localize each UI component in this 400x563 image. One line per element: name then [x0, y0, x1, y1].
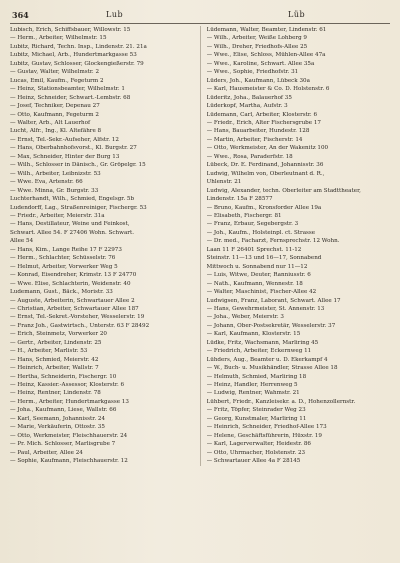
directory-entry: Uhlenstr. 21 [206, 179, 242, 186]
directory-entry: — Otto, Werkmeister, Fleischhauerstr. 24 [10, 432, 128, 439]
directory-entry: — Georg, Kunstmaler, Marliring 11 [206, 415, 307, 422]
directory-entry: — Wwe., Elise, Schloss, Mühlen-Allee 47a [206, 52, 326, 59]
directory-entry: — Max, Schneider, Hinter der Burg 13 [10, 153, 120, 160]
directory-entry: — W., Buch- u. Musikhändler, Strasse Allee 18 [206, 365, 338, 372]
directory-entry: — Hans, Gewehrmeister, St. Annenstr. 13 [206, 305, 325, 312]
header-rule [10, 23, 390, 24]
directory-entry: Ludwigsen, Franz, Laborant, Schwart. Allee 17 [206, 297, 341, 304]
directory-entry: Lüderkopf, Martha, Aufstr. 3 [206, 103, 288, 110]
directory-entry: — Hans, Bauarbeiter, Hundestr. 128 [206, 128, 310, 135]
directory-entry: — Nath., Kaufmann, Wennestr. 18 [206, 280, 303, 287]
directory-entry: Lubisch, Erich, Schiffsbauer, Willowstr. 15 [10, 27, 131, 33]
directory-entry: — Christian, Arbeiter, Schwartauer Allee 187 [10, 305, 139, 312]
directory-entry: Lubitz, Richard, Techn. Insp., Lindenstr. 21. 21a [10, 43, 147, 50]
directory-entry: — Karl, Seemann, Johannisstr. 24 [10, 415, 106, 422]
directory-entry: Lüders, Joh., Kaufmann, Lübeck 30a [206, 77, 310, 84]
directory-entry: Lüdemann, Carl, Arbeiter, Klosterstr. 6 [206, 111, 318, 118]
directory-entry: Lühders, Aug., Beamter u. D. Ekerkampf 4 [206, 356, 328, 363]
directory-entry: — Karl, Lagerverwalter, Heidestr. 86 [206, 441, 311, 448]
directory-entry: — Heinz, Stationsbeamter, Wilhelmstr. 1 [10, 86, 125, 93]
directory-entry: Lüderitz, Joha., Balauerhof 35 [206, 94, 292, 101]
directory-entry: — Friedr., Erich, Alter Fischersgrube 17 [206, 119, 321, 126]
directory-entry: — Gertr., Arbeiter, Lindenstr. 25 [10, 339, 102, 346]
directory-entry: — Karl, Hausmeister & Co. D. Holstenstr. 6 [206, 86, 330, 93]
right-column [207, 26, 391, 466]
directory-entry: Lüdke, Fritz, Wachsmann, Marliring 45 [206, 339, 319, 346]
left-column [10, 26, 194, 466]
directory-entry: — Luis, Witwe, Deuter, Ranniusstr. 6 [206, 272, 311, 279]
directory-entry: — Heinz, Handler, Herrenweg 5 [206, 382, 298, 389]
directory-entry: — Heinz, Schneider, Schwart.-Lembstr. 68 [10, 94, 131, 101]
directory-entry: — Joha., Weber, Meierstr. 3 [206, 314, 284, 321]
directory-entry: — Heinz, Kassier.-Assessor, Klosterstr. 6 [10, 382, 125, 389]
directory-entry: — Gustav, Walter, Wilhelmstr. 2 [10, 69, 100, 76]
directory-entry: Lucas, Emil, Kaufm., Fegeturm 2 [10, 77, 104, 84]
directory-entry: Lübeck, Dr. E. Ferdinand, Johannisstr. 36 [206, 162, 324, 169]
directory-entry: — Joha., Kaufmann, Liese, Wallstr. 66 [10, 407, 117, 414]
directory-entry: — Wwe. Minna, Gr. Burgstr. 33 [10, 187, 99, 194]
directory-entry: — Fritz, Töpfer, Steinrader Weg 23 [206, 407, 306, 414]
directory-entry: — Hans, Kim., Lange Reihe 17 F 22973 [10, 246, 122, 253]
directory-entry: — Wilh., Dreher, Friedhofs-Allee 25 [206, 43, 308, 50]
directory-entry: — Ernst, Tel.-Sekret.-Vorsteher, Wesselerstr. 19 [10, 314, 145, 321]
column-divider [200, 26, 201, 466]
directory-entry: Lubitz, Michael, Arb., Hundertmarkgasse 53 [10, 52, 137, 59]
directory-entry: Steinstr. 11—13 und 16—17, Sonnabend [206, 255, 322, 262]
directory-entry: — Sophie, Kaufmann, Fleischhauerstr. 12 [10, 458, 128, 465]
directory-entry: — Friedrich, Arbeiter, Eckernweg 11 [206, 348, 312, 355]
directory-entry: — Auguste, Arbeiterin, Schwartauer Allee 2 [10, 297, 135, 304]
directory-entry: — Johann, Ober-Postsekretär, Wesselerstr. 37 [206, 322, 336, 329]
directory-entry: — Wwe., Rosa, Paraderfstr. 18 [206, 153, 293, 160]
directory-entry: Ludemann, Gust., Bäck., Moristr. 33 [10, 289, 113, 296]
directory-entry: Allee 54 [10, 238, 34, 245]
directory-entry: — Helmut, Arbeiter, Vorwerker Weg 5 [10, 263, 118, 270]
directory-entry: Lühbert, Friedr., Kanzleisekr. a. D., Hohenzollernstr. [206, 398, 356, 405]
directory-entry: — Pr. Mich. Schlosser, Marlisgrube 7 [10, 441, 116, 448]
directory-entry: — Franz, Erbaur, Segebergstr. 3 [206, 221, 299, 228]
directory-entry: — Martin, Arbeiter, Fischerstr. 14 [206, 136, 303, 143]
directory-entry: Lucht, Alfr., Ing., Kl. Altefähre 8 [10, 128, 102, 135]
directory-entry: Laan 11 F 26401 Sprechst. 11-12 [206, 246, 302, 253]
left-column-heading: Lub [106, 10, 124, 19]
page-header [10, 8, 390, 22]
directory-entry: — Walter, Arb., Alt Lauerhof [10, 119, 91, 126]
directory-entry: — Elisabeth, Fischergr. 81 [206, 212, 282, 219]
directory-entry: — Heinz, Rentner, Lindenstr. 78 [10, 390, 101, 397]
directory-entry: — Heinrich, Schneider, Friedhof-Allee 173 [206, 424, 327, 431]
directory-entry: — Franz Joh., Gastwirtsch., Unterstr. 63 F 28492 [10, 322, 150, 329]
directory-entry: — Helene, Geschäftsführerin, Hüxstr. 19 [206, 432, 322, 439]
directory-entry: — Herm., Arbeiter, Wilhelmstr. 15 [10, 35, 107, 42]
directory-entry: — H., Arbeiter, Marlistr. 53 [10, 348, 88, 355]
directory-entry: — Herm., Schlachter, Schüsselstr. 76 [10, 255, 116, 262]
directory-entry: Lindenstr. 15a F 28577 [206, 196, 273, 203]
directory-entry: Ludwig, Alexander, techn. Oberleiter am Stadttheater, [206, 187, 361, 194]
directory-entry: — Otto, Kaufmann, Fegeturm 2 [10, 111, 99, 118]
directory-entry: — Konrad, Eisendreher, Krimstr. 13 F 24770 [10, 272, 137, 279]
directory-entry: — Ernst, Tel.-Sekr.-Aufseher, Alfstr. 12 [10, 136, 119, 143]
directory-entry: Ludendorff, Lag., Straßenreiniger, Fischergr. 53 [10, 204, 147, 211]
directory-entry: — Wilh., Schlosser in Dänisch., Gr. Gröpelgr. 15 [10, 162, 146, 169]
directory-entry: — Schwartauer Allee 4a F 28145 [206, 458, 301, 465]
directory-entry: Schwart. Allee 54. F 27406 Wohn. Schwart. [10, 229, 134, 236]
directory-entry: — Helmuth, Schmied, Marliring 18 [206, 373, 307, 380]
directory-entry: — Wilh., Arbeiter, Weiße Lohberg 9 [206, 35, 307, 42]
directory-entry: — Otto, Uhrmacher, Holstenstr. 23 [206, 449, 306, 456]
directory-entry: — Wwe. Elise, Schlachterin, Weidenstr. 40 [10, 280, 131, 287]
directory-entry: Lubitz, Gustav, Schlosser, Glockengießerstr. 79 [10, 60, 144, 67]
right-column-heading: Lüb [288, 10, 306, 19]
directory-entry: — Friedr., Arbeiter, Meierstr. 31a [10, 212, 105, 219]
directory-entry: Lüdemann, Walter, Beamter, Lindenstr. 61 [206, 27, 327, 33]
directory-entry: — Wwe., Karoline, Schwart. Allee 35a [206, 60, 315, 67]
directory-entry: — Hans, Schmied, Meierstr. 42 [10, 356, 99, 363]
directory-entry: — Karl, Kaufmann, Klosterstr. 15 [206, 331, 301, 338]
directory-entry: — Erich, Steinmetz, Vorwerker 20 [10, 331, 107, 338]
directory-entry: — Dr. med., Facharzt, Fernsprechstr. 12 Wohn. [206, 238, 340, 245]
directory-entry: — Hans, Oberbahnhofsvorst., Kl. Burgstr. 27 [10, 145, 137, 152]
directory-entry: — Hans, Destillateur, Weine und Feinkost, [10, 221, 130, 228]
directory-entry: — Heinrich, Arbeiter, Wallstr. 7 [10, 365, 99, 372]
directory-entry: — Wwe. Eva, Artenstr. 66 [10, 179, 83, 186]
directory-entry: — Herm., Arbeiter, Hundertmarkgasse 13 [10, 398, 129, 405]
page-number: 364 [12, 10, 29, 20]
columns [10, 26, 390, 466]
directory-entry: — Joh., Kaufm., Holsteinpl. ct. Strasse [206, 229, 316, 236]
directory-entry: — Otto, Werkmeister, An der Wakenitz 100 [206, 145, 329, 152]
directory-entry: Luchterhandt, Wilh., Schmied, Engelsgr. 5b [10, 196, 135, 203]
directory-entry: — Josef, Techniker, Depenau 27 [10, 103, 100, 110]
directory-entry: — Marie, Verkäuferin, Ottostr. 35 [10, 424, 105, 431]
directory-entry: Ludwig, Wilhelm von, Oberleutnant d. R., [206, 170, 325, 177]
directory-entry: — Walter, Maschinist, Fischer-Allee 42 [206, 289, 317, 296]
directory-entry: — Ludwig, Rentner, Wahmstr. 21 [206, 390, 300, 397]
directory-entry: — Paul, Arbeiter, Allee 24 [10, 449, 83, 456]
directory-entry: — Wwe., Sophie, Friedhofstr. 31 [206, 69, 299, 76]
directory-entry: Mittwoch u. Sonnabend nur 11—12 [206, 263, 308, 270]
directory-entry: — Wilh., Arbeiter, Leibnizstr. 53 [10, 170, 101, 177]
directory-entry: — Bruno, Kaufm., Kronsforder Allee 19a [206, 204, 322, 211]
directory-entry: — Hertha, Schneiderin, Fischergr. 10 [10, 373, 117, 380]
